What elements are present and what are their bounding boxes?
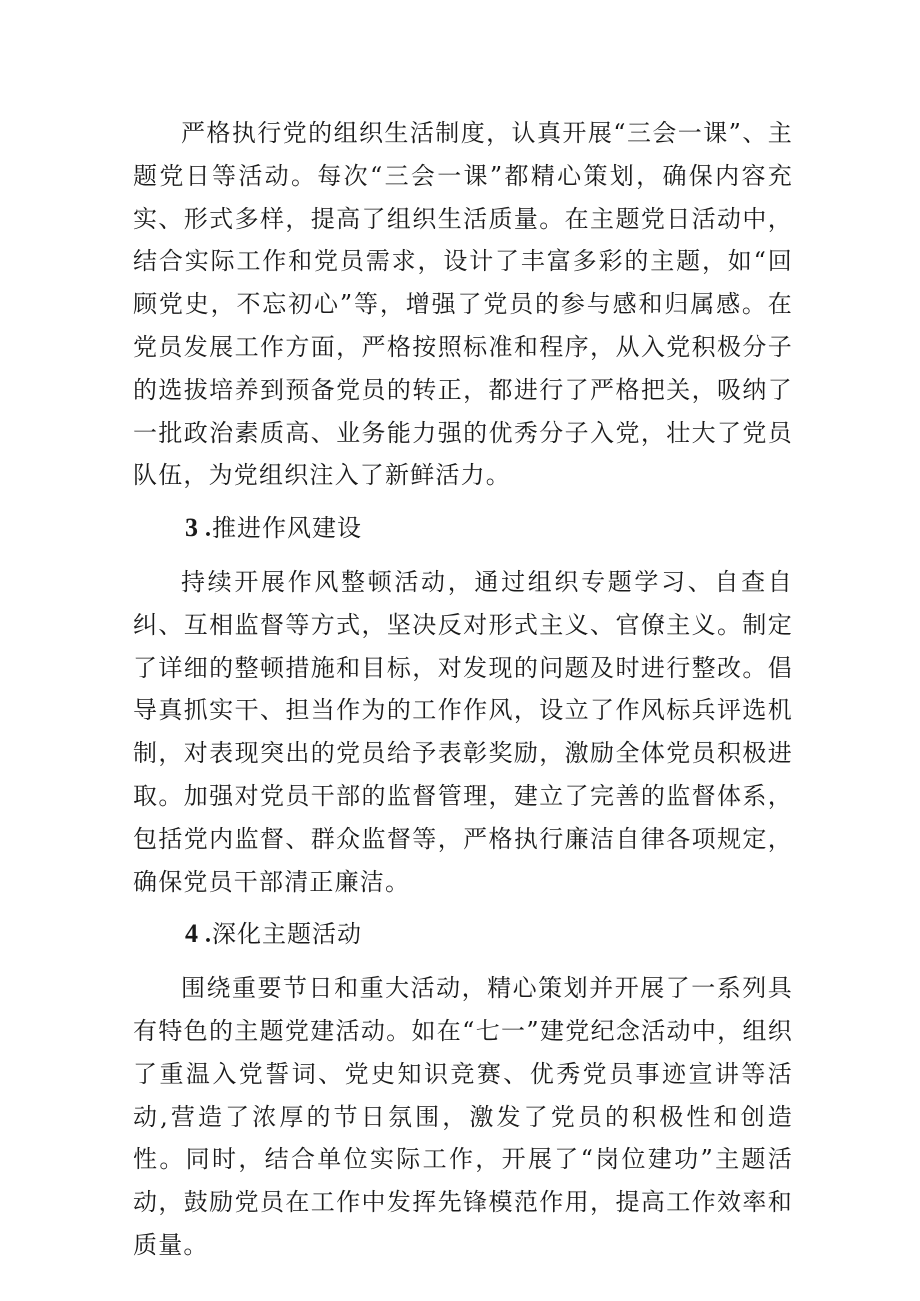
section-number-dot: . bbox=[205, 516, 212, 543]
paragraph-organization-life: 严格执行党的组织生活制度，认真开展“三会一课”、主题党日等活动。每次“三会一课”都精心策划，确保内容充实、形式多样，提高了组织生活质量。在主题党日活动中，结合实际工作和党员需求，设计了丰富多彩的主题，如“回顾党史，不忘初心”等，增强了党员的参与感和归属感。在党员发展工作方面，严格按照标准和程序，从入党积极分子的选拔培养到预备党员的转正，都进行了严格把关，吸纳了一批政治素质高、业务能力强的优秀分子入党，壮大了党员队伍，为党组织注入了新鲜活力。 bbox=[133, 119, 793, 490]
paragraph-theme-activities: 围绕重要节日和重大活动，精心策划并开展了一系列具有特色的主题党建活动。如在“七一”建党纪念活动中，组织了重温入党誓词、党史知识竞赛、优秀党员事迹宣讲等活动,营造了浓厚的节日氛围，激发了党员的积极性和创造性。同时，结合单位实际工作，开展了“岗位建功”主题活动，鼓励党员在工作中发挥先锋模范作用，提高工作效率和质量。 bbox=[133, 974, 793, 1259]
section-title: 推进作风建设 bbox=[212, 514, 362, 543]
section-heading-4 bbox=[133, 913, 793, 957]
section-number: 3 bbox=[185, 513, 199, 543]
section-number-dot: . bbox=[205, 922, 212, 949]
section-title: 深化主题活动 bbox=[212, 920, 362, 949]
section-heading-3 bbox=[133, 507, 793, 551]
section-number: 4 bbox=[185, 919, 199, 949]
document-body bbox=[133, 112, 793, 1267]
paragraph-work-style: 持续开展作风整顿活动，通过组织专题学习、自查自纠、互相监督等方式，坚决反对形式主义、官僚主义。制定了详细的整顿措施和目标，对发现的问题及时进行整改。倡导真抓实干、担当作为的工作作风，设立了作风标兵评选机制，对表现突出的党员给予表彰奖励，激励全体党员积极进取。加强对党员干部的监督管理，建立了完善的监督体系，包括党内监督、群众监督等，严格执行廉洁自律各项规定，确保党员干部清正廉洁。 bbox=[133, 567, 793, 896]
